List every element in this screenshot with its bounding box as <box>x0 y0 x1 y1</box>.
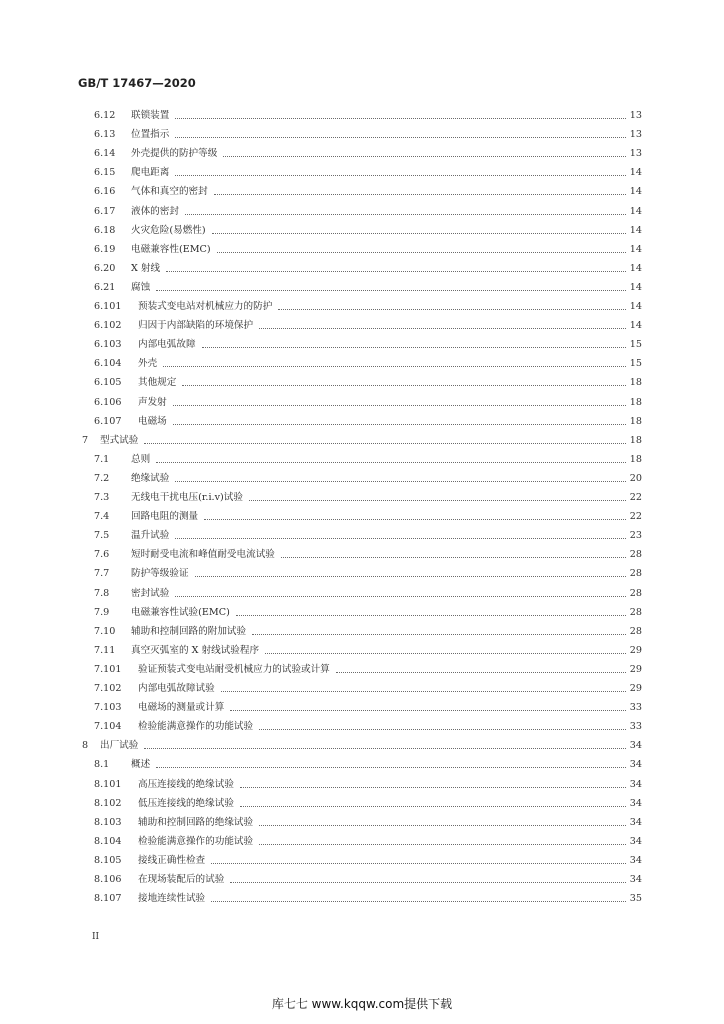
toc-entry-number: 8.103 <box>94 816 122 828</box>
toc-entry-page: 28 <box>629 568 642 580</box>
toc-leader-dots <box>259 729 626 730</box>
toc-leader-dots <box>281 557 626 558</box>
toc-entry[interactable] <box>0 125 724 144</box>
toc-entry-title: 验证预装式变电站耐受机械应力的试验或计算 <box>138 663 330 675</box>
toc-leader-dots <box>236 615 626 616</box>
toc-leader-dots <box>221 691 626 692</box>
toc-entry-title: 辅助和控制回路的绝缘试验 <box>138 816 254 828</box>
toc-leader-dots <box>252 634 626 635</box>
toc-entry[interactable] <box>0 564 724 583</box>
toc-entry[interactable] <box>0 431 724 450</box>
toc-entry-page: 29 <box>629 663 642 675</box>
toc-entry-page: 14 <box>629 186 642 198</box>
toc-leader-dots <box>175 175 626 176</box>
toc-leader-dots <box>173 405 626 406</box>
toc-leader-dots <box>202 347 626 348</box>
toc-entry-number: 6.106 <box>94 396 122 408</box>
toc-entry-title: 型式试验 <box>100 434 139 446</box>
toc-entry[interactable] <box>0 545 724 564</box>
toc-leader-dots <box>156 462 626 463</box>
toc-entry[interactable] <box>0 584 724 603</box>
toc-entry-page: 28 <box>629 549 642 561</box>
toc-leader-dots <box>259 844 626 845</box>
toc-leader-dots <box>156 767 626 768</box>
toc-entry-title: 位置指示 <box>131 129 170 141</box>
toc-entry-title: 其他规定 <box>138 377 177 389</box>
toc-entry-number: 8.104 <box>94 835 122 847</box>
toc-entry[interactable] <box>0 488 724 507</box>
toc-entry-page: 13 <box>629 148 642 160</box>
toc-leader-dots <box>175 137 626 138</box>
toc-entry-title: 真空灭弧室的 X 射线试验程序 <box>131 644 260 656</box>
toc-entry-number: 6.17 <box>94 205 116 217</box>
toc-leader-dots <box>249 500 626 501</box>
toc-entry-title: 内部电弧故障 <box>138 339 196 351</box>
toc-entry-page: 29 <box>629 644 642 656</box>
toc-entry-number: 7.102 <box>94 683 122 694</box>
toc-entry-title: 出厂试验 <box>100 740 139 752</box>
toc-entry-title: 温升试验 <box>131 530 170 542</box>
toc-entry-number: 8.106 <box>94 874 122 885</box>
toc-entry-title: 回路电阻的测量 <box>131 511 199 523</box>
toc-leader-dots <box>223 156 626 157</box>
toc-leader-dots <box>166 271 626 272</box>
toc-entry-title: 无线电干扰电压(r.i.v)试验 <box>131 492 243 503</box>
toc-entry-page: 33 <box>629 702 642 714</box>
toc-entry-page: 14 <box>629 262 642 274</box>
toc-entry-page: 28 <box>629 587 642 599</box>
toc-leader-dots <box>182 385 626 386</box>
toc-leader-dots <box>175 118 626 119</box>
toc-entry[interactable] <box>0 412 724 431</box>
toc-leader-dots <box>156 290 626 291</box>
toc-entry-number: 7.8 <box>94 587 110 599</box>
toc-entry-number: 6.21 <box>94 281 116 293</box>
toc-entry-number: 8.105 <box>94 854 122 866</box>
toc-entry-page: 22 <box>629 492 642 503</box>
toc-entry[interactable] <box>0 221 724 240</box>
toc-entry-page: 34 <box>629 759 642 771</box>
toc-entry-title: 腐蚀 <box>131 281 151 293</box>
toc-leader-dots <box>163 366 626 367</box>
toc-entry[interactable] <box>0 354 724 373</box>
toc-entry-title: 防护等级验证 <box>131 568 189 580</box>
toc-entry-number: 6.19 <box>94 243 116 255</box>
toc-entry[interactable] <box>0 698 724 717</box>
toc-entry-page: 34 <box>629 797 642 809</box>
toc-entry-number: 7.101 <box>94 663 122 675</box>
toc-entry[interactable] <box>0 622 724 641</box>
toc-entry[interactable] <box>0 755 724 774</box>
toc-entry-number: 7.11 <box>94 644 116 656</box>
toc-entry-number: 6.14 <box>94 148 116 160</box>
toc-entry-number: 6.101 <box>94 301 122 312</box>
toc-leader-dots <box>336 672 626 673</box>
toc-entry-page: 34 <box>629 854 642 866</box>
toc-entry-page: 13 <box>629 129 642 141</box>
toc-entry-number: 8.1 <box>94 759 110 771</box>
toc-entry-page: 15 <box>629 358 642 370</box>
toc-entry[interactable] <box>0 870 724 889</box>
page-number-roman: II <box>92 932 100 942</box>
toc-entry-page: 14 <box>629 205 642 217</box>
toc-entry-number: 6.103 <box>94 339 122 351</box>
toc-entry-title: 总则 <box>131 453 151 465</box>
toc-leader-dots <box>212 233 626 234</box>
toc-entry-page: 34 <box>629 778 642 790</box>
toc-entry-page: 18 <box>629 453 642 465</box>
toc-entry-title: 概述 <box>131 759 151 771</box>
toc-entry-number: 8.102 <box>94 797 122 809</box>
toc-entry-title: 在现场装配后的试验 <box>138 874 225 885</box>
toc-entry[interactable] <box>0 393 724 412</box>
toc-entry-page: 18 <box>629 415 642 427</box>
toc-entry-title: 火灾危险(易燃性) <box>131 224 206 236</box>
toc-entry-number: 6.16 <box>94 186 116 198</box>
toc-entry-title: 密封试验 <box>131 587 170 599</box>
toc-entry-title: 预装式变电站对机械应力的防护 <box>138 301 273 312</box>
toc-entry-title: 电磁兼容性试验(EMC) <box>131 606 230 618</box>
toc-entry-title: 外壳 <box>138 358 158 370</box>
toc-entry-title: 短时耐受电流和峰值耐受电流试验 <box>131 549 275 561</box>
toc-entry-number: 6.13 <box>94 129 116 141</box>
toc-entry-number: 8.107 <box>94 893 122 905</box>
toc-entry-number: 7.6 <box>94 549 110 561</box>
toc-entry-number: 7.4 <box>94 511 110 523</box>
toc-entry-number: 6.12 <box>94 110 116 121</box>
toc-entry-page: 23 <box>629 530 642 542</box>
toc-entry-number: 6.105 <box>94 377 122 389</box>
toc-entry[interactable] <box>0 163 724 182</box>
toc-entry-page: 14 <box>629 320 642 332</box>
toc-entry-page: 14 <box>629 167 642 179</box>
toc-entry-title: 低压连接线的绝缘试验 <box>138 797 234 809</box>
toc-entry-page: 14 <box>629 224 642 236</box>
toc-leader-dots <box>214 194 626 195</box>
toc-leader-dots <box>259 825 626 826</box>
toc-leader-dots <box>278 309 626 310</box>
toc-entry-number: 7 <box>82 434 89 446</box>
toc-entry[interactable] <box>0 603 724 622</box>
toc-entry-number: 7.2 <box>94 472 110 484</box>
toc-entry-page: 14 <box>629 281 642 293</box>
toc-entry[interactable] <box>0 373 724 392</box>
toc-entry-title: 电磁场 <box>138 415 167 427</box>
toc-entry-page: 28 <box>629 625 642 637</box>
download-watermark: 库七七 www.kqqw.com提供下载 <box>271 997 453 1011</box>
toc-entry-page: 33 <box>629 721 642 733</box>
toc-entry-page: 34 <box>629 816 642 828</box>
toc-entry[interactable] <box>0 679 724 698</box>
toc-entry-number: 7.7 <box>94 568 110 580</box>
toc-entry-number: 7.10 <box>94 625 116 637</box>
toc-leader-dots <box>185 214 626 215</box>
toc-entry[interactable] <box>0 794 724 813</box>
toc-entry[interactable] <box>0 240 724 259</box>
toc-entry-title: 电磁兼容性(EMC) <box>131 243 211 255</box>
toc-entry-number: 7.1 <box>94 453 110 465</box>
toc-entry-page: 35 <box>629 893 642 905</box>
toc-entry-title: 爬电距离 <box>131 167 170 179</box>
toc-entry[interactable] <box>0 717 724 736</box>
toc-entry-page: 18 <box>629 396 642 408</box>
toc-entry-number: 6.102 <box>94 320 122 332</box>
standard-code-header: GB/T 17467—2020 <box>78 76 196 90</box>
toc-entry-number: 6.107 <box>94 415 122 427</box>
toc-entry-page: 18 <box>629 434 642 446</box>
toc-entry-title: X 射线 <box>131 262 161 274</box>
toc-entry-title: 内部电弧故障试验 <box>138 683 215 694</box>
toc-entry-number: 6.15 <box>94 167 116 179</box>
toc-leader-dots <box>175 596 626 597</box>
toc-entry[interactable] <box>0 259 724 278</box>
toc-entry[interactable] <box>0 106 724 125</box>
toc-entry[interactable] <box>0 832 724 851</box>
toc-entry-number: 6.20 <box>94 262 116 274</box>
toc-leader-dots <box>230 882 626 883</box>
toc-leader-dots <box>144 748 626 749</box>
toc-entry[interactable] <box>0 813 724 832</box>
toc-leader-dots <box>175 538 626 539</box>
toc-entry-title: 气体和真空的密封 <box>131 186 208 198</box>
toc-entry-page: 34 <box>629 874 642 885</box>
toc-entry[interactable] <box>0 660 724 679</box>
toc-leader-dots <box>230 710 626 711</box>
toc-entry-number: 7.3 <box>94 492 110 503</box>
toc-entry-title: 检验能满意操作的功能试验 <box>138 835 254 847</box>
toc-entry[interactable] <box>0 851 724 870</box>
toc-entry[interactable] <box>0 316 724 335</box>
toc-entry-page: 14 <box>629 301 642 312</box>
toc-leader-dots <box>195 576 626 577</box>
toc-entry[interactable] <box>0 469 724 488</box>
toc-entry-page: 29 <box>629 683 642 694</box>
toc-entry[interactable] <box>0 182 724 201</box>
toc-entry[interactable] <box>0 450 724 469</box>
toc-leader-dots <box>240 787 626 788</box>
toc-entry-number: 6.104 <box>94 358 122 370</box>
toc-entry[interactable] <box>0 507 724 526</box>
toc-leader-dots <box>217 252 626 253</box>
toc-entry[interactable] <box>0 144 724 163</box>
toc-entry-number: 7.103 <box>94 702 122 714</box>
toc-entry-number: 8 <box>82 740 89 752</box>
toc-entry-number: 7.9 <box>94 606 110 618</box>
toc-entry-title: 外壳提供的防护等级 <box>131 148 218 160</box>
toc-entry-number: 7.104 <box>94 721 122 733</box>
toc-entry[interactable] <box>0 202 724 221</box>
toc-entry-title: 辅助和控制回路的附加试验 <box>131 625 247 637</box>
toc-entry-title: 声发射 <box>138 396 167 408</box>
toc-entry[interactable] <box>0 889 724 908</box>
toc-entry-page: 20 <box>629 472 642 484</box>
toc-entry-page: 18 <box>629 377 642 389</box>
toc-entry-number: 8.101 <box>94 778 122 790</box>
toc-leader-dots <box>265 653 626 654</box>
toc-entry[interactable] <box>0 335 724 354</box>
toc-entry-page: 22 <box>629 511 642 523</box>
toc-entry-page: 34 <box>629 740 642 752</box>
toc-entry-page: 15 <box>629 339 642 351</box>
toc-entry[interactable] <box>0 775 724 794</box>
toc-entry-page: 14 <box>629 243 642 255</box>
toc-entry-title: 检验能满意操作的功能试验 <box>138 721 254 733</box>
toc-entry-page: 34 <box>629 835 642 847</box>
toc-entry-title: 归因于内部缺陷的环境保护 <box>138 320 254 332</box>
toc-leader-dots <box>259 328 626 329</box>
toc-leader-dots <box>211 901 626 902</box>
toc-entry-title: 液体的密封 <box>131 205 179 217</box>
toc-entry[interactable] <box>0 641 724 660</box>
toc-entry[interactable] <box>0 278 724 297</box>
toc-leader-dots <box>144 443 626 444</box>
toc-leader-dots <box>173 424 626 425</box>
toc-entry[interactable] <box>0 526 724 545</box>
toc-entry-title: 接线正确性检查 <box>138 854 206 866</box>
toc-entry-title: 联锁装置 <box>131 110 170 121</box>
toc-leader-dots <box>204 519 626 520</box>
toc-entry-title: 绝缘试验 <box>131 472 170 484</box>
toc-entry-title: 电磁场的测量或计算 <box>138 702 225 714</box>
toc-entry-number: 6.18 <box>94 224 116 236</box>
toc-entry-number: 7.5 <box>94 530 110 542</box>
toc-entry-title: 高压连接线的绝缘试验 <box>138 778 234 790</box>
toc-entry-title: 接地连续性试验 <box>138 893 206 905</box>
toc-entry[interactable] <box>0 736 724 755</box>
toc-leader-dots <box>175 481 626 482</box>
toc-entry[interactable] <box>0 297 724 316</box>
toc-entry-page: 13 <box>629 110 642 121</box>
toc-leader-dots <box>240 806 626 807</box>
toc-leader-dots <box>211 863 626 864</box>
toc-entry-page: 28 <box>629 606 642 618</box>
